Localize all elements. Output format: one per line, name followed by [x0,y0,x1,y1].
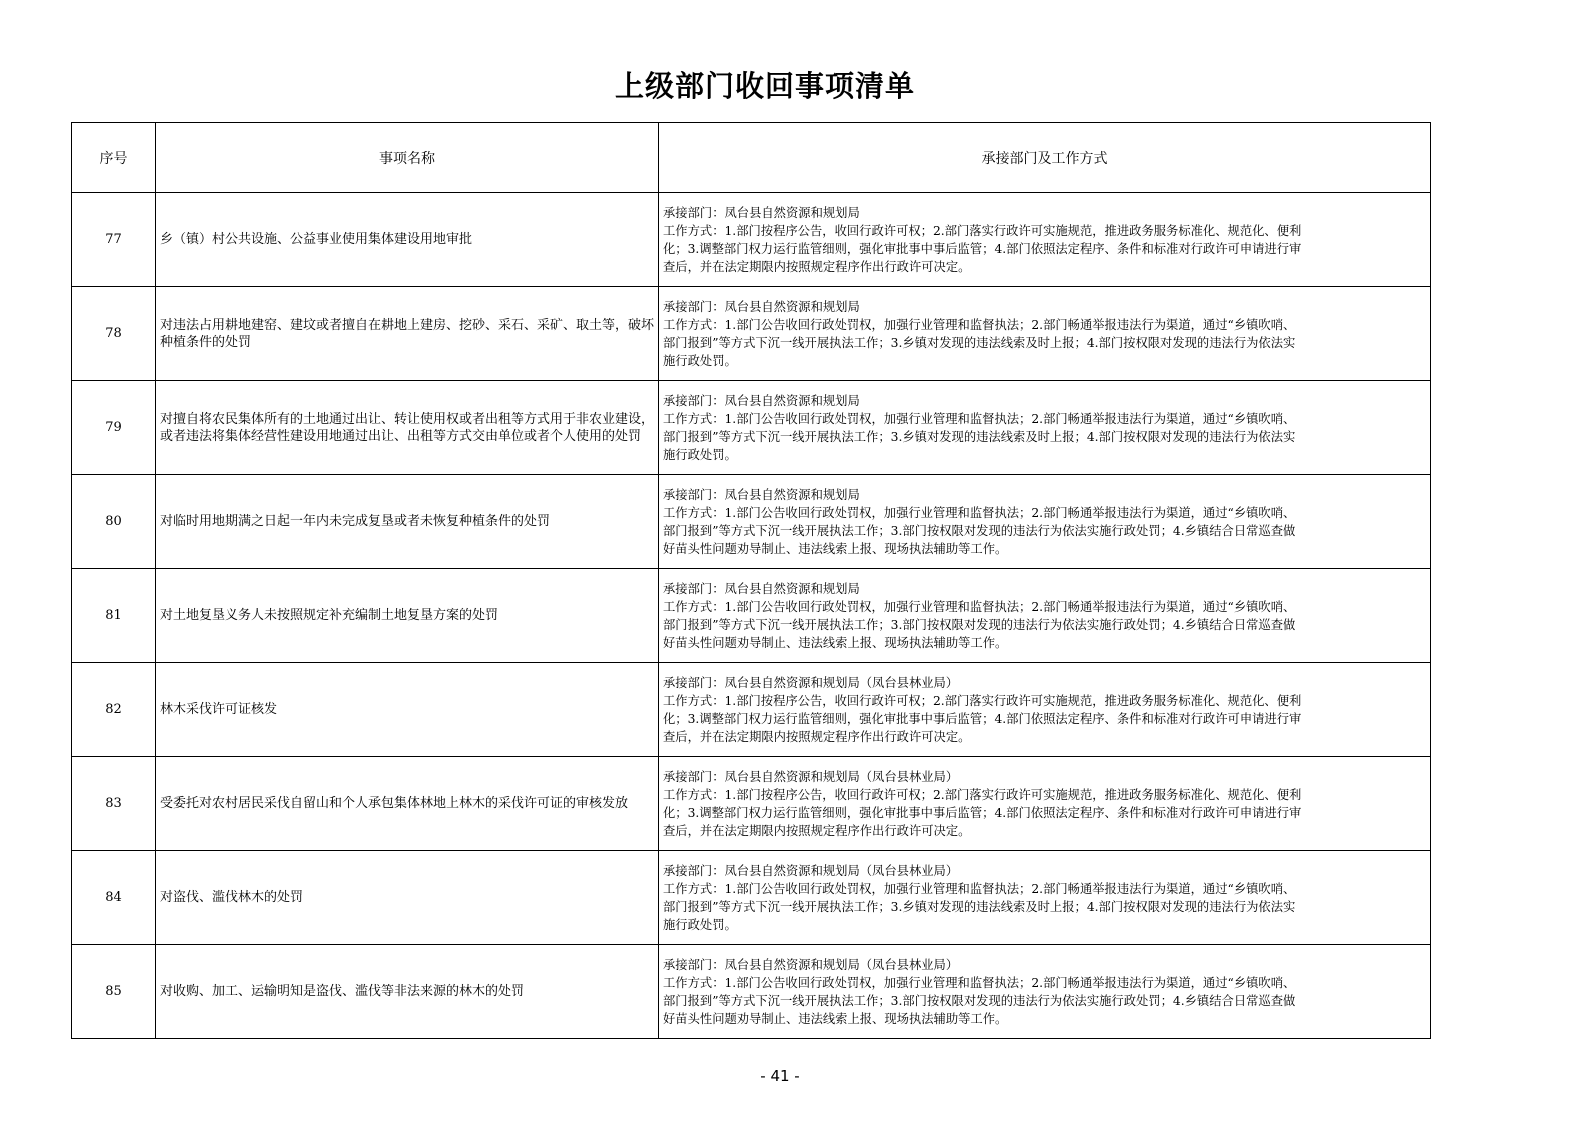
row-item-name: 对擅自将农民集体所有的土地通过出让、转让使用权或者出租等方式用于非农业建设，或者违法将集体经营性建设用地通过出让、出租等方式交由单位或者个人使用的处罚 [156,381,659,475]
row-method-line: 好苗头性问题劝导制止、违法线索上报、现场执法辅助等工作。 [663,541,1008,556]
row-method-line: 化；3.调整部门权力运行监管细则，强化审批事中事后监管；4.部门依照法定程序、条件和标准对行政许可申请进行审 [663,711,1302,726]
row-department-line: 承接部门：凤台县自然资源和规划局 [663,205,860,220]
row-item-name: 对违法占用耕地建窑、建坟或者擅自在耕地上建房、挖砂、采石、采矿、取土等，破坏种植条件的处罚 [156,287,659,381]
row-method-line: 施行政处罚。 [663,353,737,368]
row-method-line: 工作方式：1.部门公告收回行政处罚权，加强行业管理和监督执法；2.部门畅通举报违法行为渠道，通过“乡镇吹哨、 [663,317,1296,332]
row-department-method [659,475,1431,569]
row-department-line: 承接部门：凤台县自然资源和规划局 [663,487,860,502]
row-department-method [659,945,1431,1039]
row-method-line: 查后，并在法定期限内按照规定程序作出行政许可决定。 [663,259,971,274]
row-item-name: 对土地复垦义务人未按照规定补充编制土地复垦方案的处罚 [156,569,659,663]
row-method-line: 工作方式：1.部门公告收回行政处罚权，加强行业管理和监督执法；2.部门畅通举报违法行为渠道，通过“乡镇吹哨、 [663,599,1296,614]
row-method-line: 查后，并在法定期限内按照规定程序作出行政许可决定。 [663,729,971,744]
table-row [72,945,1431,1039]
row-method-line: 部门报到”等方式下沉一线开展执法工作；3.部门按权限对发现的违法行为依法实施行政处罚；4.乡镇结合日常巡查做 [663,617,1296,632]
row-method-line: 部门报到”等方式下沉一线开展执法工作；3.乡镇对发现的违法线索及时上报；4.部门按权限对发现的违法行为依法实 [663,335,1296,350]
row-seq-number: 79 [72,381,156,475]
row-department-method [659,663,1431,757]
table-row [72,663,1431,757]
table-body [72,193,1431,1039]
row-method-line: 工作方式：1.部门公告收回行政处罚权，加强行业管理和监督执法；2.部门畅通举报违法行为渠道，通过“乡镇吹哨、 [663,505,1296,520]
row-method-line: 工作方式：1.部门按程序公告，收回行政许可权；2.部门落实行政许可实施规范，推进政务服务标准化、规范化、便利 [663,223,1302,238]
row-method-line: 工作方式：1.部门按程序公告，收回行政许可权；2.部门落实行政许可实施规范，推进政务服务标准化、规范化、便利 [663,787,1302,802]
row-method-line: 部门报到”等方式下沉一线开展执法工作；3.部门按权限对发现的违法行为依法实施行政处罚；4.乡镇结合日常巡查做 [663,523,1296,538]
row-department-method [659,193,1431,287]
page-title: 上级部门收回事项清单 [614,69,915,103]
row-department-method [659,287,1431,381]
row-department-line: 承接部门：凤台县自然资源和规划局 [663,299,860,314]
header-department-method: 承接部门及工作方式 [659,123,1431,193]
row-department-line: 承接部门：凤台县自然资源和规划局（凤台县林业局） [663,769,959,784]
row-seq-number: 77 [72,193,156,287]
row-method-line: 化；3.调整部门权力运行监管细则，强化审批事中事后监管；4.部门依照法定程序、条件和标准对行政许可申请进行审 [663,805,1302,820]
row-item-name: 对收购、加工、运输明知是盗伐、滥伐等非法来源的林木的处罚 [156,945,659,1039]
row-method-line: 施行政处罚。 [663,447,737,462]
row-item-name: 乡（镇）村公共设施、公益事业使用集体建设用地审批 [156,193,659,287]
row-department-line: 承接部门：凤台县自然资源和规划局 [663,581,860,596]
row-department-line: 承接部门：凤台县自然资源和规划局（凤台县林业局） [663,675,959,690]
row-item-name: 受委托对农村居民采伐自留山和个人承包集体林地上林木的采伐许可证的审核发放 [156,757,659,851]
row-department-method [659,381,1431,475]
row-department-line: 承接部门：凤台县自然资源和规划局 [663,393,860,408]
table-row [72,851,1431,945]
row-seq-number: 83 [72,757,156,851]
row-method-line: 部门报到”等方式下沉一线开展执法工作；3.乡镇对发现的违法线索及时上报；4.部门按权限对发现的违法行为依法实 [663,899,1296,914]
header-item-name: 事项名称 [156,123,659,193]
row-seq-number: 81 [72,569,156,663]
table-row [72,287,1431,381]
row-method-line: 部门报到”等方式下沉一线开展执法工作；3.部门按权限对发现的违法行为依法实施行政处罚；4.乡镇结合日常巡查做 [663,993,1296,1008]
row-department-method [659,757,1431,851]
row-item-name: 对盗伐、滥伐林木的处罚 [156,851,659,945]
row-method-line: 工作方式：1.部门公告收回行政处罚权，加强行业管理和监督执法；2.部门畅通举报违法行为渠道，通过“乡镇吹哨、 [663,411,1296,426]
row-seq-number: 84 [72,851,156,945]
items-table [71,122,1431,1039]
row-method-line: 施行政处罚。 [663,917,737,932]
header-seq: 序号 [72,123,156,193]
row-method-line: 查后，并在法定期限内按照规定程序作出行政许可决定。 [663,823,971,838]
table-header-row [72,123,1431,193]
table-row [72,193,1431,287]
row-method-line: 化；3.调整部门权力运行监管细则，强化审批事中事后监管；4.部门依照法定程序、条件和标准对行政许可申请进行审 [663,241,1302,256]
table-row [72,569,1431,663]
row-seq-number: 82 [72,663,156,757]
row-department-method [659,851,1431,945]
row-department-method [659,569,1431,663]
row-department-line: 承接部门：凤台县自然资源和规划局（凤台县林业局） [663,957,959,972]
row-item-name: 林木采伐许可证核发 [156,663,659,757]
row-method-line: 工作方式：1.部门公告收回行政处罚权，加强行业管理和监督执法；2.部门畅通举报违法行为渠道，通过“乡镇吹哨、 [663,975,1296,990]
page-number: - 41 - [760,1067,800,1085]
row-method-line: 工作方式：1.部门按程序公告，收回行政许可权；2.部门落实行政许可实施规范，推进政务服务标准化、规范化、便利 [663,693,1302,708]
row-seq-number: 78 [72,287,156,381]
table-row [72,475,1431,569]
table-row [72,381,1431,475]
row-method-line: 部门报到”等方式下沉一线开展执法工作；3.乡镇对发现的违法线索及时上报；4.部门按权限对发现的违法行为依法实 [663,429,1296,444]
row-method-line: 工作方式：1.部门公告收回行政处罚权，加强行业管理和监督执法；2.部门畅通举报违法行为渠道，通过“乡镇吹哨、 [663,881,1296,896]
row-method-line: 好苗头性问题劝导制止、违法线索上报、现场执法辅助等工作。 [663,1011,1008,1026]
row-method-line: 好苗头性问题劝导制止、违法线索上报、现场执法辅助等工作。 [663,635,1008,650]
table-row [72,757,1431,851]
row-department-line: 承接部门：凤台县自然资源和规划局（凤台县林业局） [663,863,959,878]
row-seq-number: 85 [72,945,156,1039]
row-item-name: 对临时用地期满之日起一年内未完成复垦或者未恢复种植条件的处罚 [156,475,659,569]
row-seq-number: 80 [72,475,156,569]
